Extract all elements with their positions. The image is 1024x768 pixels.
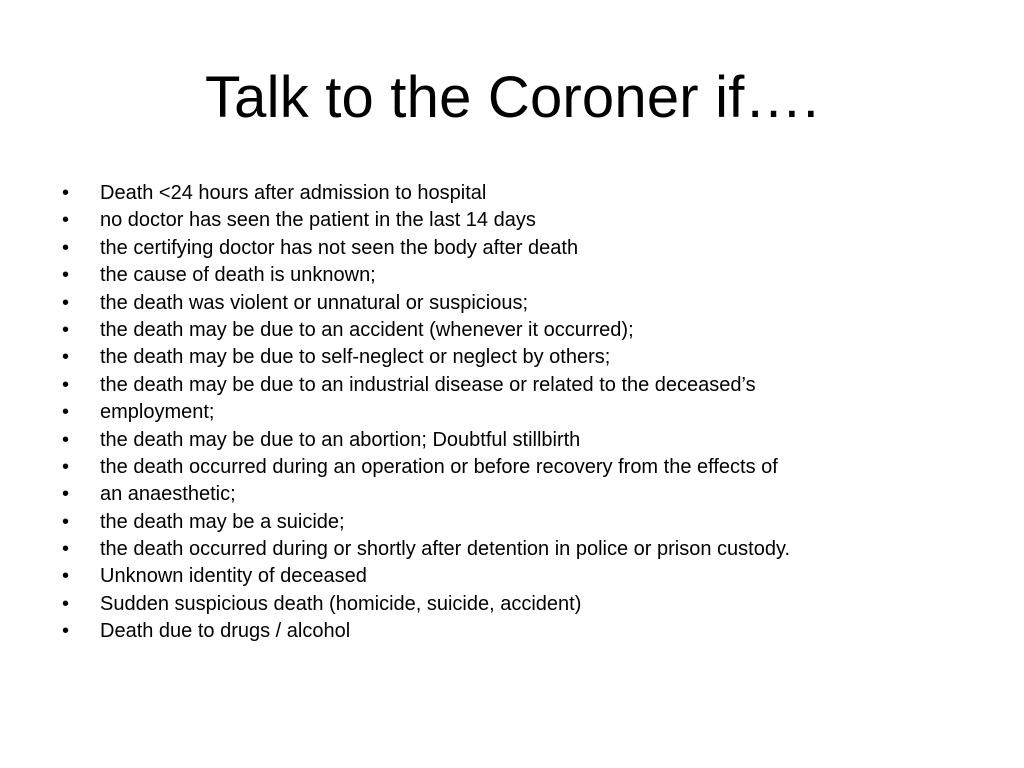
- list-item: [58, 235, 790, 262]
- bullet-icon: •: [62, 565, 70, 588]
- bullet-icon: •: [62, 510, 70, 533]
- list-item: [58, 372, 790, 399]
- bullet-icon: •: [62, 373, 70, 396]
- bullet-icon: •: [62, 401, 70, 424]
- list-item-text: the death may be due to an industrial disease or related to the deceased’s: [100, 373, 756, 396]
- list-item: [58, 481, 790, 508]
- slide-title: Talk to the Coroner if….: [204, 65, 820, 130]
- bullet-icon: •: [62, 455, 70, 478]
- list-item: [58, 180, 790, 207]
- bullet-icon: •: [62, 538, 70, 561]
- list-item: [58, 454, 790, 481]
- bullet-icon: •: [62, 592, 70, 615]
- bullet-icon: •: [62, 428, 70, 451]
- list-item: [58, 591, 790, 618]
- bullet-list: [58, 180, 790, 646]
- bullet-icon: •: [62, 291, 70, 314]
- list-item-text: no doctor has seen the patient in the last 14 days: [100, 209, 536, 232]
- list-item: [58, 290, 790, 317]
- list-item: [58, 344, 790, 371]
- list-item-text: Sudden suspicious death (homicide, suicide, accident): [100, 592, 582, 615]
- list-item-text: Unknown identity of deceased: [100, 565, 367, 588]
- list-item: [58, 563, 790, 590]
- list-item-text: the death may be due to self-neglect or neglect by others;: [100, 346, 611, 369]
- list-item-text: the death may be due to an abortion; Doubtful stillbirth: [100, 428, 581, 451]
- bullet-icon: •: [62, 483, 70, 506]
- list-item: [58, 317, 790, 344]
- list-item-text: the death was violent or unnatural or suspicious;: [100, 291, 529, 314]
- bullet-icon: •: [62, 620, 70, 643]
- bullet-icon: •: [62, 346, 70, 369]
- list-item: [58, 262, 790, 289]
- list-item-text: the death occurred during an operation or before recovery from the effects of: [100, 455, 778, 478]
- bullet-icon: •: [62, 264, 70, 287]
- list-item: [58, 207, 790, 234]
- list-item: [58, 618, 790, 645]
- bullet-icon: •: [62, 236, 70, 259]
- list-item: [58, 536, 790, 563]
- bullet-icon: •: [62, 318, 70, 341]
- list-item-text: the death occurred during or shortly after detention in police or prison custody.: [100, 538, 791, 561]
- list-item-text: employment;: [100, 401, 215, 424]
- list-item-text: Death <24 hours after admission to hospital: [100, 182, 487, 204]
- list-item: [58, 509, 790, 536]
- bullet-icon: •: [62, 182, 70, 204]
- list-item-text: Death due to drugs / alcohol: [100, 620, 351, 643]
- list-item: [58, 427, 790, 454]
- bullet-icon: •: [62, 209, 70, 232]
- list-item: [58, 399, 790, 426]
- list-item-text: an anaesthetic;: [100, 483, 236, 506]
- list-item-text: the death may be due to an accident (whenever it occurred);: [100, 318, 634, 341]
- list-item-text: the cause of death is unknown;: [100, 264, 376, 287]
- list-item-text: the certifying doctor has not seen the body after death: [100, 236, 579, 259]
- list-item-text: the death may be a suicide;: [100, 510, 345, 533]
